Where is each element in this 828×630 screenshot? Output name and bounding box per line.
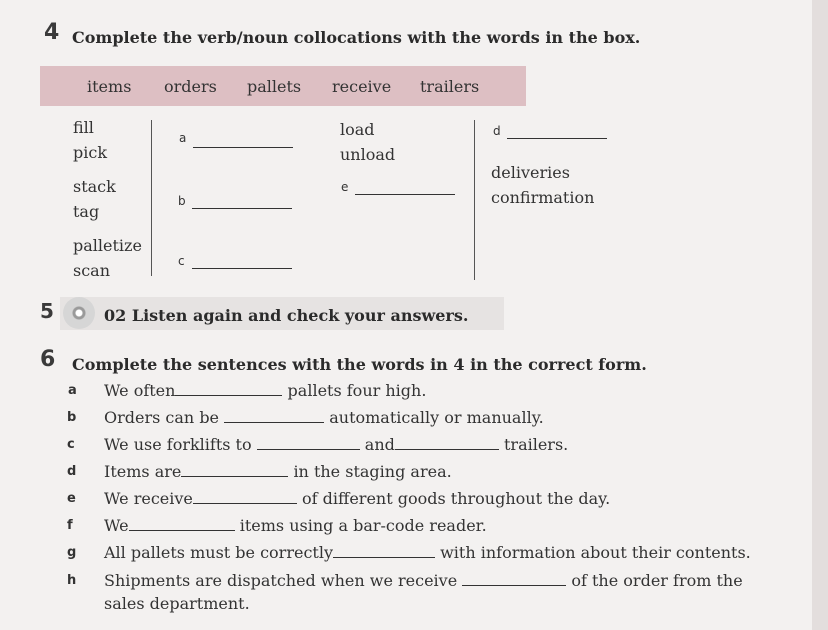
answer-blank[interactable] bbox=[395, 437, 499, 450]
label-b: b bbox=[178, 194, 186, 208]
label-d: d bbox=[493, 124, 501, 138]
blank-e[interactable] bbox=[355, 194, 455, 195]
blank-b[interactable] bbox=[192, 208, 292, 209]
divider bbox=[151, 120, 152, 276]
exercise-4-number: 4 bbox=[44, 20, 60, 45]
label-c: c bbox=[178, 254, 185, 268]
word-box-item: orders bbox=[164, 77, 217, 96]
answer-blank[interactable] bbox=[181, 464, 288, 477]
audio-cd-icon[interactable] bbox=[63, 297, 95, 329]
noun-confirmation: confirmation bbox=[491, 188, 595, 207]
answer-blank[interactable] bbox=[193, 491, 297, 504]
page-edge bbox=[812, 0, 828, 630]
word-box-item: receive bbox=[332, 77, 392, 96]
exercise-4-title: Complete the verb/noun collocations with the words in the box. bbox=[72, 28, 641, 47]
blank-a[interactable] bbox=[193, 147, 293, 148]
exercise-6-title: Complete the sentences with the words in 4 in the correct form. bbox=[72, 355, 647, 374]
verb-scan: scan bbox=[73, 261, 111, 280]
verb-pick: pick bbox=[73, 143, 108, 162]
label-e: e bbox=[341, 180, 349, 194]
verb-palletize: palletize bbox=[73, 236, 142, 255]
answer-blank[interactable] bbox=[224, 410, 324, 423]
blank-c[interactable] bbox=[192, 268, 292, 269]
noun-deliveries: deliveries bbox=[491, 163, 570, 182]
exercise-5-number: 5 bbox=[40, 299, 54, 323]
answer-blank[interactable] bbox=[257, 437, 360, 450]
word-box-item: pallets bbox=[247, 77, 302, 96]
label-a: a bbox=[179, 131, 187, 145]
divider bbox=[474, 120, 475, 280]
word-box bbox=[40, 66, 526, 106]
verb-stack: stack bbox=[73, 177, 116, 196]
answer-blank[interactable] bbox=[462, 573, 566, 586]
exercise-6-number: 6 bbox=[40, 347, 56, 372]
exercise-5-title: 02 Listen again and check your answers. bbox=[104, 306, 469, 325]
word-box-item: items bbox=[87, 77, 132, 96]
verb-load: load bbox=[340, 120, 375, 139]
answer-blank[interactable] bbox=[175, 383, 282, 396]
verb-tag: tag bbox=[73, 202, 100, 221]
blank-d[interactable] bbox=[507, 138, 607, 139]
answer-blank[interactable] bbox=[129, 518, 235, 531]
answer-blank[interactable] bbox=[333, 545, 435, 558]
verb-unload: unload bbox=[340, 145, 396, 164]
word-box-item: trailers bbox=[420, 77, 480, 96]
verb-fill: fill bbox=[73, 118, 94, 137]
